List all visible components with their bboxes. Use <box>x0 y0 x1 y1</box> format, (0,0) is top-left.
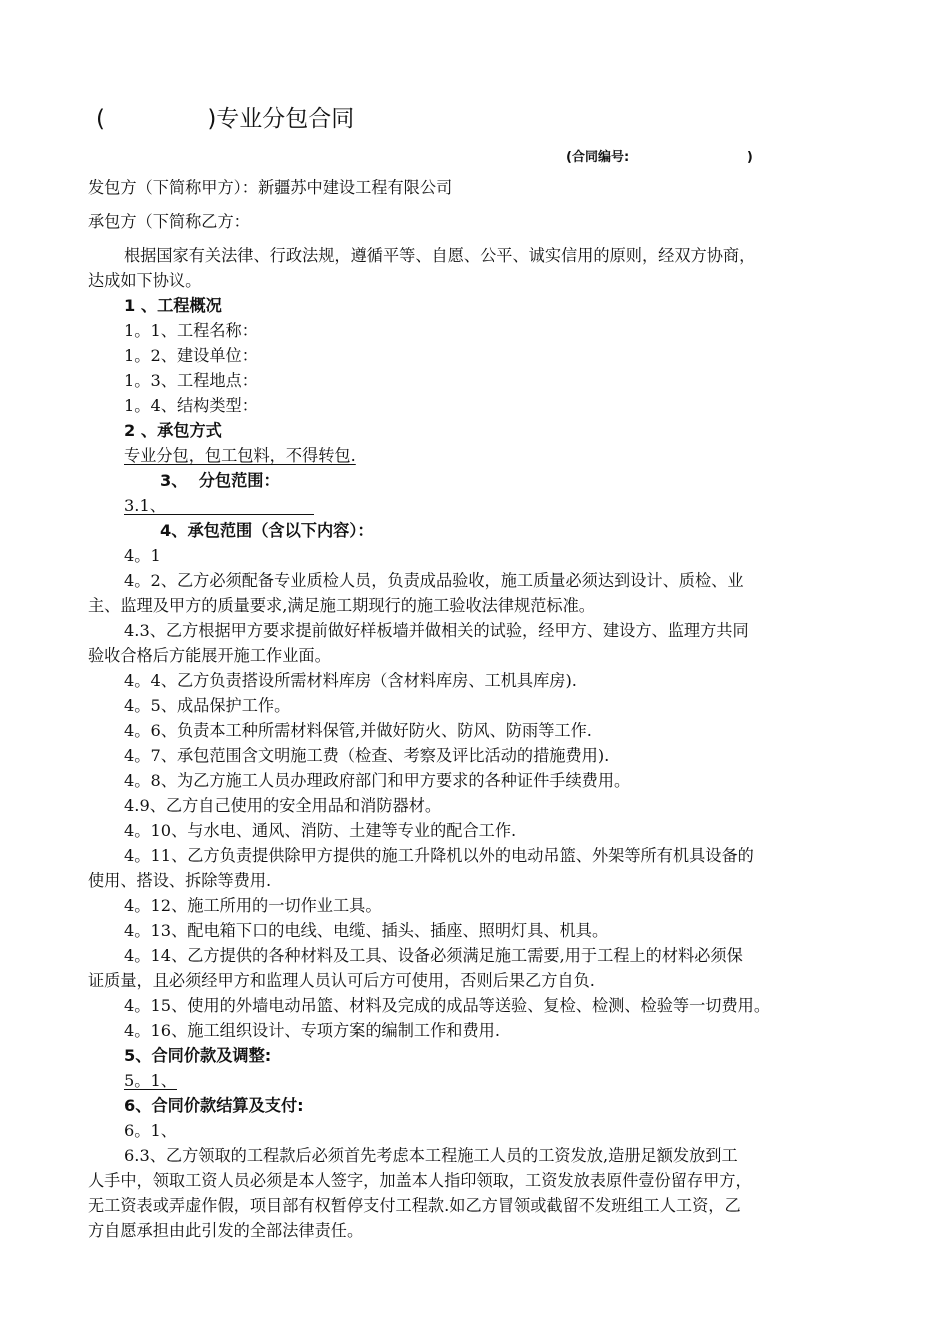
section-4-line: 主、监理及甲方的质量要求,满足施工期现行的施工验收法律规范标准。 <box>88 596 595 615</box>
section-1-item: 1。3、工程地点： <box>124 371 258 390</box>
section-4-line: 4。15、使用的外墙电动吊篮、材料及完成的成品等送验、复检、检测、检验等一切费用。 <box>124 996 771 1015</box>
section-1-item: 1。4、结构类型： <box>124 396 258 415</box>
section-4-line: 4。2、乙方必须配备专业质检人员，负责成品验收，施工质量必须达到设计、质检、业 <box>124 571 744 590</box>
section-6-heading: 6、合同价款结算及支付: <box>124 1096 304 1115</box>
section-4-heading: 4、承包范围（含以下内容）： <box>160 521 374 540</box>
party-b: 承包方（下简称乙方： <box>88 212 250 231</box>
section-4-line: 使用、搭设、拆除等费用. <box>88 871 272 890</box>
party-a: 发包方（下简称甲方）：新疆苏中建设工程有限公司 <box>88 178 453 197</box>
section-4-line: 4。5、成品保护工作。 <box>124 696 291 715</box>
section-4-line: 4。12、施工所用的一切作业工具。 <box>124 896 382 915</box>
section-6-line: 无工资表或弄虚作假，项目部有权暂停支付工程款.如乙方冒领或截留不发班组工人工资，乙 <box>88 1196 741 1215</box>
section-4-line: 4。4、乙方负责搭设所需材料库房（含材料库房、工机具库房). <box>124 671 577 690</box>
section-4-line: 4。7、承包范围含文明施工费（检查、考察及评比活动的措施费用). <box>124 746 610 765</box>
section-4-line: 4。13、配电箱下口的电线、电缆、插头、插座、照明灯具、机具。 <box>124 921 609 940</box>
section-6-line: 6.3、乙方领取的工程款后必须首先考虑本工程施工人员的工资发放,造册足额发放到工 <box>124 1146 738 1165</box>
section-1-heading: 1 、工程概况 <box>124 296 222 315</box>
section-3-item: 3.1、 <box>124 496 166 515</box>
section-1-item: 1。1、工程名称： <box>124 321 258 340</box>
section-4-line: 4。1 <box>124 546 161 565</box>
section-4-line: 4。16、施工组织设计、专项方案的编制工作和费用. <box>124 1021 500 1040</box>
contract-number: (合同编号: ) <box>566 150 753 165</box>
section-2-heading: 2 、承包方式 <box>124 421 222 440</box>
section-4-line: 证质量，且必须经甲方和监理人员认可后方可使用，否则后果乙方自负. <box>88 971 595 990</box>
section-6-line: 人手中，领取工资人员必须是本人签字，加盖本人指印领取，工资发放表原件壹份留存甲方， <box>88 1171 752 1190</box>
contract-title: ( )专业分包合同 <box>96 106 355 132</box>
section-6-line: 6。1、 <box>124 1121 177 1140</box>
section-4-line: 4。10、与水电、通风、消防、土建等专业的配合工作. <box>124 821 517 840</box>
section-2-text: 专业分包，包工包料，不得转包. <box>124 446 356 465</box>
preamble-line: 达成如下协议。 <box>88 271 202 290</box>
section-4-line: 4。6、负责本工种所需材料保管,并做好防火、防风、防雨等工作. <box>124 721 592 740</box>
preamble-line: 根据国家有关法律、行政法规，遵循平等、自愿、公平、诚实信用的原则，经双方协商， <box>124 246 756 265</box>
section-4-line: 4.9、乙方自己使用的安全用品和消防器材。 <box>124 796 442 815</box>
section-6-line: 方自愿承担由此引发的全部法律责任。 <box>88 1221 364 1240</box>
section-4-line: 4。14、乙方提供的各种材料及工具、设备必须满足施工需要,用于工程上的材料必须保 <box>124 946 743 965</box>
section-4-line: 4。11、乙方负责提供除甲方提供的施工升降机以外的电动吊篮、外架等所有机具设备的 <box>124 846 754 865</box>
section-5-heading: 5、合同价款及调整: <box>124 1046 272 1065</box>
section-3-heading: 3、 分包范围： <box>160 471 280 490</box>
section-3-blank-line <box>124 514 314 515</box>
section-1-item: 1。2、建设单位： <box>124 346 258 365</box>
section-4-line: 4。8、为乙方施工人员办理政府部门和甲方要求的各种证件手续费用。 <box>124 771 631 790</box>
section-4-line: 4.3、乙方根据甲方要求提前做好样板墙并做相关的试验，经甲方、建设方、监理方共同 <box>124 621 749 640</box>
section-5-item: 5。1、 <box>124 1071 177 1090</box>
section-4-line: 验收合格后方能展开施工作业面。 <box>88 646 331 665</box>
